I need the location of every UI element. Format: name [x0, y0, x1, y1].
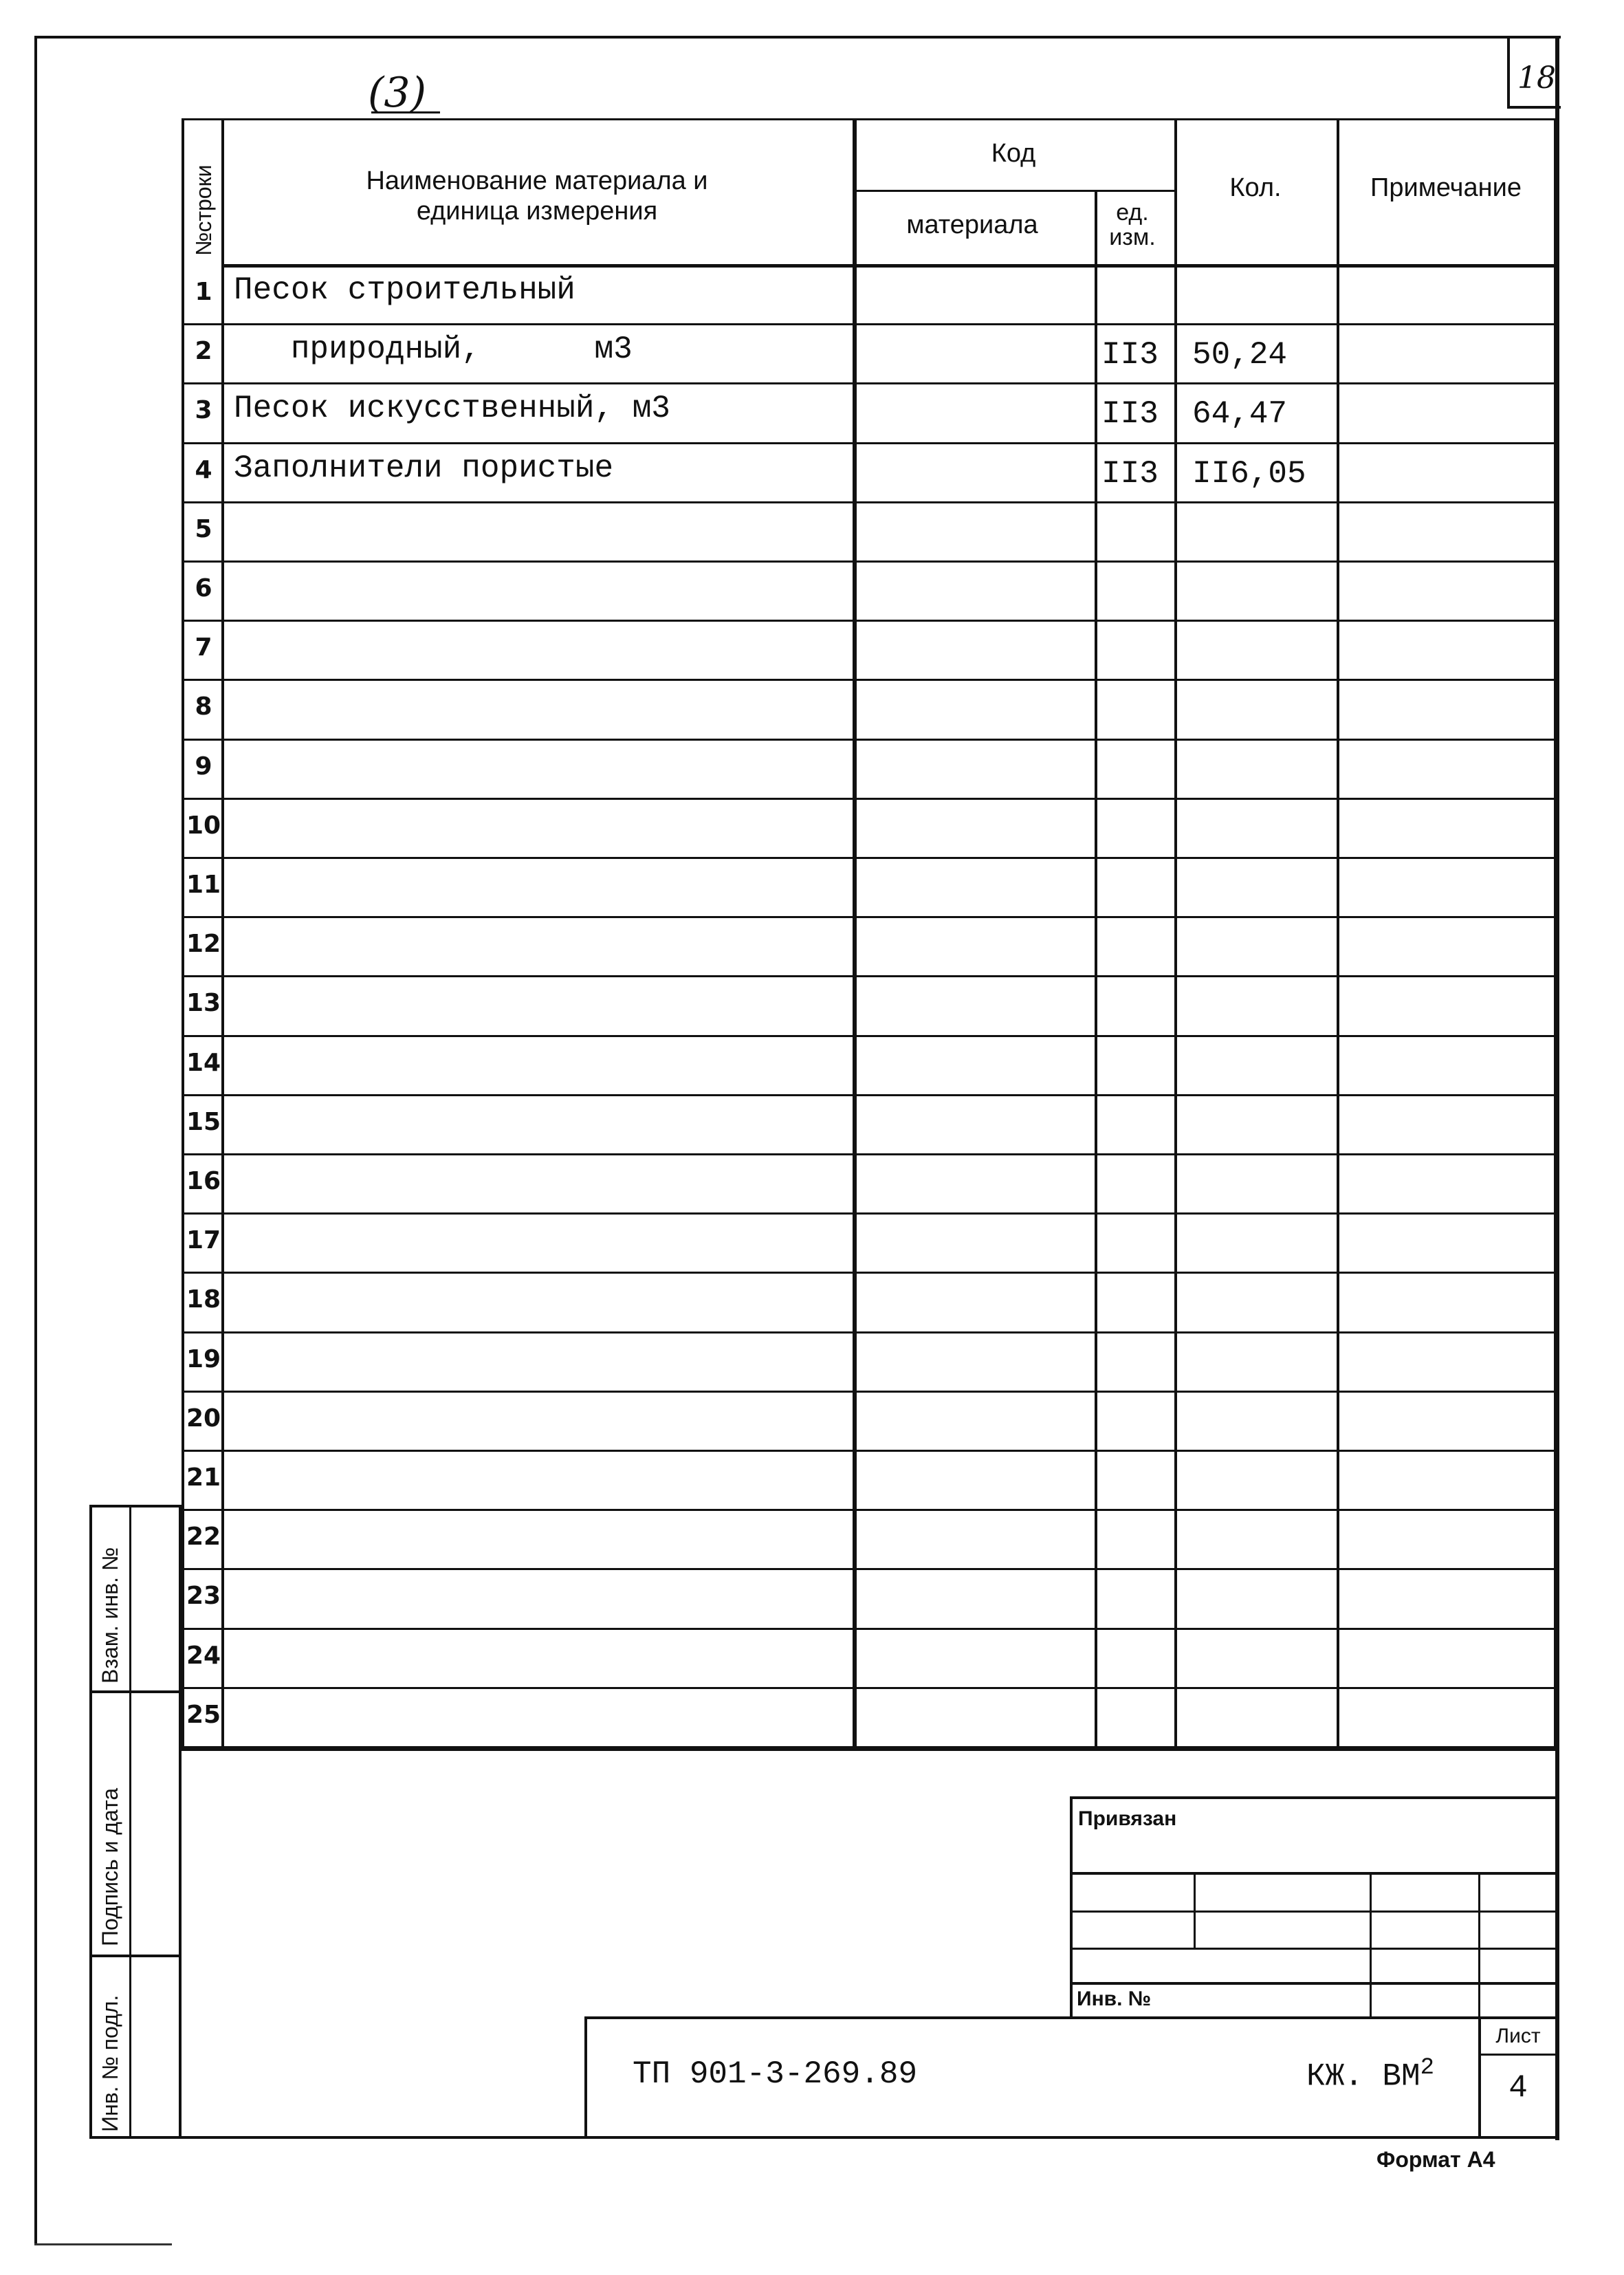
cell-quantity: II6,05: [1192, 455, 1306, 492]
privyazan-col-3: [1478, 1872, 1480, 2016]
header-code-material: материала: [906, 210, 1038, 239]
col-divider-right: [1554, 118, 1558, 1746]
row-separator: [182, 560, 1555, 563]
header-row-number: №строки: [191, 164, 216, 256]
doc-mark-text: КЖ. ВМ: [1306, 2058, 1420, 2095]
cell-material-name: Заполнители пористые: [234, 450, 614, 486]
row-separator: [182, 501, 1555, 503]
cell-material-name: Песок искусственный, м3: [234, 391, 670, 427]
doc-mark: [1306, 2055, 1434, 2094]
doc-mark-superscript: 2: [1420, 2055, 1435, 2081]
bottom-edge-line: [34, 2243, 172, 2245]
side-stamp-sep-2: [89, 1955, 182, 1957]
inv-no-label: Инв. №: [1077, 1988, 1152, 2010]
side-vzam-inv: Взам. инв. №: [98, 1547, 122, 1684]
row-number-14: 14: [186, 1048, 221, 1077]
privyazan-col-1: [1194, 1872, 1196, 1948]
header-code-divider: [853, 190, 1174, 192]
header-bottom-border: [221, 264, 1555, 268]
row-number-19: 19: [186, 1345, 221, 1373]
table-top-border: [182, 118, 1555, 120]
col-divider-unit: [1174, 118, 1177, 1746]
row-separator: [182, 442, 1555, 444]
privyazan-line-2: [1070, 1911, 1555, 1913]
sheet-corner-number: 18: [1517, 61, 1556, 96]
header-name-line2: единица измерения: [416, 197, 658, 226]
row-separator: [182, 857, 1555, 859]
row-separator: [182, 739, 1555, 741]
side-stamp-divider: [129, 1505, 131, 2139]
row-number-9: 9: [195, 752, 212, 781]
row-separator: [182, 1094, 1555, 1096]
row-number-2: 2: [195, 337, 212, 366]
row-number-5: 5: [195, 514, 212, 543]
header-code-unit: ед. изм.: [1109, 199, 1156, 250]
row-number-20: 20: [186, 1404, 221, 1433]
side-podpis-data: Подпись и дата: [98, 1787, 122, 1946]
row-separator: [182, 1035, 1555, 1037]
row-separator: [182, 1212, 1555, 1215]
row-separator: [182, 323, 1555, 325]
row-number-8: 8: [195, 693, 212, 721]
col-divider-qty: [1337, 118, 1339, 1746]
header-name-line1: Наименование материала и: [366, 166, 708, 195]
row-number-15: 15: [186, 1107, 221, 1136]
row-number-24: 24: [186, 1641, 221, 1670]
row-number-22: 22: [186, 1523, 221, 1552]
cell-unit-code: II3: [1101, 455, 1159, 492]
sheet-box-line: [1478, 2054, 1555, 2056]
privyazan-line-4: [1070, 1982, 1555, 1985]
row-number-3: 3: [195, 396, 212, 425]
row-number-18: 18: [186, 1285, 221, 1314]
row-number-6: 6: [195, 574, 212, 602]
section-mark: (3): [368, 69, 426, 117]
header-quantity: Кол.: [1229, 173, 1282, 202]
row-separator: [182, 1687, 1555, 1689]
row-number-4: 4: [195, 455, 212, 484]
row-separator: [182, 1153, 1555, 1155]
col-divider-num: [221, 118, 224, 1746]
row-number-12: 12: [186, 930, 221, 959]
privyazan-label: Привязан: [1078, 1807, 1177, 1830]
privyazan-line-1: [1070, 1872, 1555, 1875]
row-separator: [182, 1391, 1555, 1393]
side-stamp-sep-1: [89, 1690, 182, 1693]
row-separator: [182, 1509, 1555, 1511]
privyazan-col-2: [1370, 1872, 1372, 2016]
row-number-25: 25: [186, 1700, 221, 1729]
row-separator: [182, 1450, 1555, 1452]
row-separator: [182, 798, 1555, 800]
format-label: Формат А4: [1376, 2147, 1495, 2172]
row-separator: [182, 382, 1555, 384]
cell-unit-code: II3: [1101, 396, 1159, 433]
row-separator: [182, 1568, 1555, 1570]
sheet-number: 4: [1508, 2070, 1528, 2106]
header-code: Код: [991, 139, 1036, 168]
row-number-21: 21: [186, 1463, 221, 1492]
row-separator: [182, 1628, 1555, 1630]
col-divider-code: [1095, 190, 1097, 1746]
row-separator: [182, 1331, 1555, 1334]
cell-quantity: 64,47: [1192, 396, 1288, 433]
row-number-23: 23: [186, 1582, 221, 1611]
row-separator: [182, 916, 1555, 918]
cell-material-name: Песок строительный: [234, 272, 575, 308]
doc-code: ТП 901-3-269.89: [633, 2056, 918, 2092]
row-separator: [182, 1272, 1555, 1274]
row-number-1: 1: [195, 278, 212, 306]
row-number-16: 16: [186, 1167, 221, 1195]
cell-quantity: 50,24: [1192, 337, 1288, 373]
table-left-border: [182, 118, 184, 1746]
row-number-10: 10: [186, 811, 221, 840]
header-note: Примечание: [1370, 173, 1522, 202]
row-number-7: 7: [195, 633, 212, 662]
row-number-13: 13: [186, 989, 221, 1018]
col-divider-name: [853, 118, 857, 1746]
row-number-11: 11: [186, 871, 221, 899]
side-inv-podl: Инв. № подл.: [98, 1994, 122, 2132]
sheet-label: Лист: [1495, 2025, 1541, 2047]
cell-material-name: природный, м3: [234, 331, 633, 368]
row-separator: [182, 620, 1555, 622]
row-number-17: 17: [186, 1226, 221, 1255]
row-separator: [182, 679, 1555, 681]
cell-unit-code: II3: [1101, 337, 1159, 373]
privyazan-line-3: [1070, 1948, 1555, 1950]
row-separator: [182, 975, 1555, 977]
